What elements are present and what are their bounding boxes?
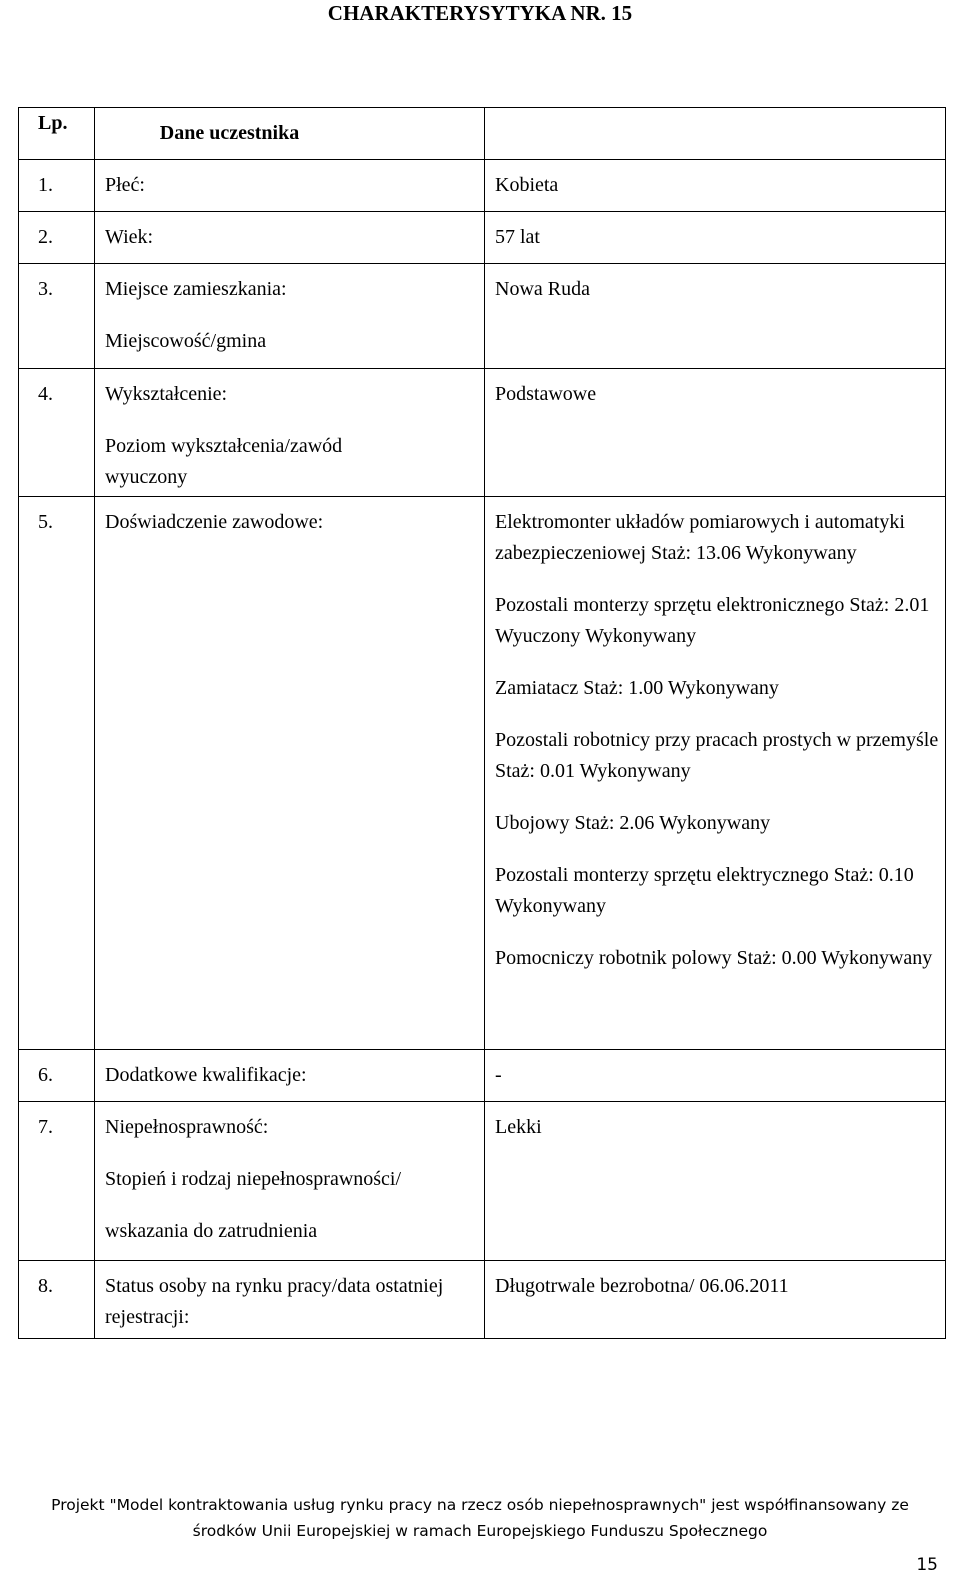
row-label: Niepełnosprawność:	[105, 1116, 269, 1138]
header-participant-data: Dane uczestnika	[95, 108, 485, 160]
header-empty	[485, 108, 946, 160]
row-value: Nowa Ruda	[485, 264, 946, 369]
header-lp: Lp.	[19, 108, 95, 160]
row-value: 57 lat	[485, 212, 946, 264]
row-number: 6.	[19, 1050, 95, 1102]
experience-item: Pozostali monterzy sprzętu elektrycznego Staż: 0.10 Wykonywany	[495, 864, 914, 917]
row-number: 8.	[19, 1261, 95, 1339]
row-label-cell	[95, 264, 485, 369]
page-number: 15	[916, 1555, 938, 1575]
row-sublabel: wskazania do zatrudnienia	[105, 1220, 318, 1242]
experience-item: Elektromonter układów pomiarowych i automatyki zabezpieczeniowej Staż: 13.06 Wykonywany	[495, 511, 905, 564]
row-number: 4.	[19, 369, 95, 497]
document-title: CHARAKTERYSYTYKA NR. 15	[327, 1, 633, 25]
row-value: Kobieta	[485, 160, 946, 212]
footer-line: środków Unii Europejskiej w ramach Europejskiego Funduszu Społecznego	[192, 1522, 768, 1540]
row-label: Dodatkowe kwalifikacje:	[95, 1050, 485, 1102]
experience-item: Ubojowy Staż: 2.06 Wykonywany	[495, 812, 771, 834]
row-sublabel: Poziom wykształcenia/zawód wyuczony	[105, 435, 343, 488]
row-number: 5.	[19, 497, 95, 1050]
table-row	[19, 1050, 946, 1102]
row-value: Lekki	[485, 1102, 946, 1261]
row-label-cell	[95, 369, 485, 497]
page-footer	[0, 1492, 960, 1544]
experience-item: Pomocniczy robotnik polowy Staż: 0.00 Wykonywany	[495, 947, 933, 969]
table-row	[19, 369, 946, 497]
row-label: Wiek:	[95, 212, 485, 264]
experience-list	[485, 497, 946, 1050]
row-label: Płeć:	[95, 160, 485, 212]
experience-item: Pozostali monterzy sprzętu elektronicznego Staż: 2.01 Wyuczony Wykonywany	[495, 594, 930, 647]
row-sublabel: Stopień i rodzaj niepełnosprawności/	[105, 1168, 402, 1190]
experience-item: Pozostali robotnicy przy pracach prostych w przemyśle Staż: 0.01 Wykonywany	[495, 729, 939, 782]
experience-item: Zamiatacz Staż: 1.00 Wykonywany	[495, 677, 779, 699]
row-label: Wykształcenie:	[105, 383, 228, 405]
row-label-cell	[95, 1102, 485, 1261]
table-row	[19, 212, 946, 264]
row-value: -	[485, 1050, 946, 1102]
row-label: Status osoby na rynku pracy/data ostatniej rejestracji:	[95, 1261, 485, 1339]
row-number: 3.	[19, 264, 95, 369]
table-row	[19, 160, 946, 212]
row-value: Długotrwale bezrobotna/ 06.06.2011	[485, 1261, 946, 1339]
row-number: 1.	[19, 160, 95, 212]
row-sublabel: Miejscowość/gmina	[105, 330, 267, 352]
table-row	[19, 1102, 946, 1261]
table-row	[19, 497, 946, 1050]
participant-table	[18, 107, 946, 1339]
table-row	[19, 264, 946, 369]
row-label: Miejsce zamieszkania:	[105, 278, 287, 300]
table-header-row	[19, 108, 946, 160]
row-number: 2.	[19, 212, 95, 264]
row-number: 7.	[19, 1102, 95, 1261]
row-label: Doświadczenie zawodowe:	[95, 497, 485, 1050]
footer-line: Projekt "Model kontraktowania usług rynku pracy na rzecz osób niepełnosprawnych" jest współfinansowany ze	[51, 1496, 909, 1514]
row-value: Podstawowe	[485, 369, 946, 497]
table-row	[19, 1261, 946, 1339]
